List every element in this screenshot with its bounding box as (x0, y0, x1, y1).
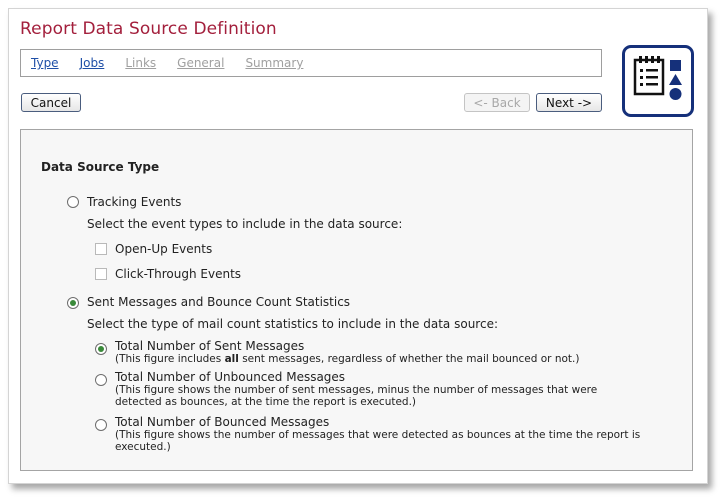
tab-links: Links (125, 56, 157, 70)
open-up-events-label: Open-Up Events (115, 242, 213, 256)
back-button: <- Back (464, 93, 530, 112)
page-title: Report Data Source Definition (20, 19, 277, 39)
cancel-button[interactable]: Cancel (21, 93, 81, 112)
total-bounced-description-line1: (This figure shows the number of messages that were detected as bounces at the time the report is (115, 429, 641, 441)
total-unbounced-radio[interactable] (95, 374, 107, 386)
click-through-events-checkbox[interactable] (95, 268, 107, 280)
section-title: Data Source Type (41, 160, 160, 174)
sent-messages-radio[interactable] (67, 297, 79, 309)
sent-instruction: Select the type of mail count statistics to include in the data source: (87, 317, 498, 331)
wizard-window (8, 8, 708, 484)
total-bounced-radio[interactable] (95, 419, 107, 431)
total-unbounced-label: Total Number of Unbounced Messages (115, 370, 346, 384)
tracking-events-label: Tracking Events (87, 195, 182, 209)
total-bounced-description-line2: executed.) (115, 441, 171, 453)
report-definition-icon (622, 45, 694, 117)
data-source-type-panel (20, 129, 693, 471)
total-unbounced-description-line2: detected as bounces, at the time the report is executed.) (115, 396, 417, 408)
total-unbounced-description-line1: (This figure shows the number of sent messages, minus the number of messages that were (115, 384, 598, 396)
total-bounced-label: Total Number of Bounced Messages (115, 415, 330, 429)
total-sent-radio[interactable] (95, 343, 107, 355)
wizard-tab-bar (20, 49, 602, 77)
click-through-events-label: Click-Through Events (115, 267, 242, 281)
total-sent-label: Total Number of Sent Messages (115, 339, 305, 353)
open-up-events-checkbox[interactable] (95, 243, 107, 255)
tab-summary: Summary (245, 56, 304, 70)
next-button[interactable]: Next -> (536, 93, 602, 112)
tab-type[interactable]: Type (31, 56, 59, 70)
tracking-instruction: Select the event types to include in the data source: (87, 217, 403, 231)
tab-general: General (177, 56, 225, 70)
tracking-events-radio[interactable] (67, 196, 79, 208)
total-sent-description: (This figure includes all sent messages, regardless of whether the mail bounced or not.) (115, 353, 580, 365)
tab-jobs[interactable]: Jobs (79, 56, 105, 70)
sent-messages-label: Sent Messages and Bounce Count Statistics (87, 295, 351, 309)
